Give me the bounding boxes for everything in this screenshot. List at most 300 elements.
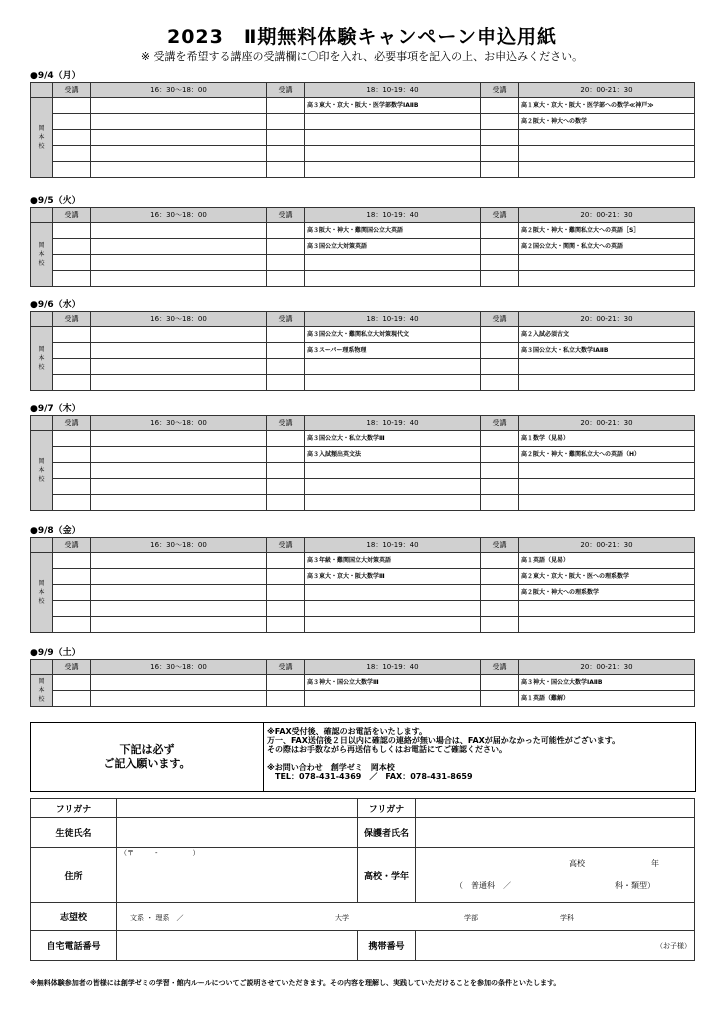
course-cell <box>91 601 267 617</box>
check-cell[interactable] <box>53 431 91 447</box>
course-cell <box>91 146 267 162</box>
course-cell: 高１英語（難解） <box>519 691 695 707</box>
table-row <box>31 343 695 359</box>
check-header: 受講 <box>481 83 519 98</box>
check-cell[interactable] <box>481 479 519 495</box>
guardian-furigana-field[interactable] <box>416 799 695 818</box>
course-cell <box>305 114 481 130</box>
check-header: 受講 <box>53 416 91 431</box>
day-date: ●9/4（月） <box>30 71 81 81</box>
student-name-label: 生徒氏名 <box>31 818 117 848</box>
course-cell <box>519 617 695 633</box>
mobile-label: 携帯番号 <box>358 931 416 961</box>
check-cell[interactable] <box>53 495 91 511</box>
campus-char: 校 <box>38 696 45 703</box>
course-cell: 高２阪大・神大・難関私立大への英語（H） <box>519 447 695 463</box>
notice-phone: TEL：078-431-4369 ／ FAX：078-431-8659 <box>267 772 473 781</box>
footer-note: ※無料体験参加者の皆様には創学ゼミの学習・館内ルールについてご説明させていただきます。その内容を理解し、実践していただけることを参加の条件といたします。 <box>30 979 561 987</box>
check-header: 受講 <box>53 660 91 675</box>
notice-line: ※FAX受付後、確認のお電話をいたします。 <box>267 727 428 736</box>
check-cell[interactable] <box>481 162 519 178</box>
check-cell[interactable] <box>481 359 519 375</box>
course-cell <box>91 431 267 447</box>
table-row <box>31 479 695 495</box>
check-cell[interactable] <box>481 146 519 162</box>
address-field[interactable] <box>117 848 358 903</box>
table-row <box>31 675 695 691</box>
check-header: 受講 <box>267 660 305 675</box>
check-cell[interactable] <box>53 146 91 162</box>
check-header: 受講 <box>267 538 305 553</box>
day-block <box>30 404 694 511</box>
check-header: 受講 <box>481 538 519 553</box>
check-header: 受講 <box>481 660 519 675</box>
table-row <box>31 463 695 479</box>
check-cell[interactable] <box>481 691 519 707</box>
campus-char: 校 <box>38 260 45 267</box>
check-cell[interactable] <box>267 255 305 271</box>
applicant-form <box>30 798 695 961</box>
notice-contact: ※お問い合わせ 創学ゼミ 岡本校 <box>267 763 395 772</box>
schedule-table <box>30 311 695 391</box>
check-cell[interactable] <box>481 375 519 391</box>
check-cell[interactable] <box>267 98 305 114</box>
check-cell[interactable] <box>481 495 519 511</box>
course-cell: 高２国公立大・関関・私立大への英語 <box>519 239 695 255</box>
check-cell[interactable] <box>481 585 519 601</box>
slot2-header: 18：10-19：40 <box>305 312 481 327</box>
course-cell <box>305 463 481 479</box>
guardian-furigana-label: フリガナ <box>358 799 416 818</box>
check-cell[interactable] <box>481 601 519 617</box>
course-cell <box>91 569 267 585</box>
course-cell: 高１数学（見易） <box>519 431 695 447</box>
course-cell: 高３東大・京大・阪大数学Ⅲ <box>305 569 481 585</box>
notice-box <box>30 722 696 792</box>
table-row <box>31 375 695 391</box>
campus-char: 校 <box>38 143 45 150</box>
campus-label <box>31 553 53 633</box>
day-block <box>30 648 694 707</box>
slot2-header: 18：10-19：40 <box>305 416 481 431</box>
day-block <box>30 71 694 178</box>
check-cell[interactable] <box>267 479 305 495</box>
course-cell <box>91 495 267 511</box>
campus-char: 岡 <box>38 242 45 249</box>
schedule-table <box>30 207 695 287</box>
page-title: 2023 Ⅱ期無料体験キャンペーン申込用紙 <box>166 26 558 48</box>
check-cell[interactable] <box>481 463 519 479</box>
slot1-header: 16：30～18：00 <box>91 312 267 327</box>
table-row <box>31 223 695 239</box>
course-cell <box>305 255 481 271</box>
notice-required-line2: ご記入願います。 <box>103 757 191 770</box>
course-cell <box>305 130 481 146</box>
slot1-header: 16：30～18：00 <box>91 538 267 553</box>
course-cell <box>305 691 481 707</box>
table-row <box>31 271 695 287</box>
notice-line <box>267 754 693 763</box>
table-row <box>31 601 695 617</box>
course-cell: 高１東大・京大・阪大・医学部への数学≪神戸≫ <box>519 98 695 114</box>
course-cell <box>519 375 695 391</box>
check-cell[interactable] <box>53 271 91 287</box>
course-cell <box>91 585 267 601</box>
course-cell: 高３年級・難関国立大対策英語 <box>305 553 481 569</box>
course-cell: 高２阪大・神大への数学 <box>519 114 695 130</box>
gakka-text: 学科 <box>560 913 574 922</box>
check-cell[interactable] <box>53 98 91 114</box>
check-cell[interactable] <box>53 691 91 707</box>
campus-char: 本 <box>38 134 45 141</box>
check-cell[interactable] <box>267 447 305 463</box>
table-row <box>31 569 695 585</box>
notice-info <box>267 727 693 781</box>
slot3-header: 20：00-21：30 <box>519 208 695 223</box>
slot2-header: 18：10-19：40 <box>305 660 481 675</box>
day-date: ●9/6（水） <box>30 300 81 310</box>
table-row <box>31 327 695 343</box>
course-cell <box>305 162 481 178</box>
school-grade-field[interactable] <box>416 848 695 903</box>
check-header: 受講 <box>481 312 519 327</box>
slot1-header: 16：30～18：00 <box>91 660 267 675</box>
campus-label <box>31 327 53 391</box>
course-cell <box>91 463 267 479</box>
check-cell[interactable] <box>53 675 91 691</box>
slot1-header: 16：30～18：00 <box>91 208 267 223</box>
campus-char: 岡 <box>38 458 45 465</box>
course-cell <box>91 359 267 375</box>
day-date: ●9/5（火） <box>30 196 81 206</box>
check-cell[interactable] <box>53 114 91 130</box>
koukou-text: 高校 <box>569 859 585 868</box>
course-cell <box>519 255 695 271</box>
campus-char: 岡 <box>38 125 45 132</box>
course-cell <box>91 617 267 633</box>
check-cell[interactable] <box>53 255 91 271</box>
campus-char: 校 <box>38 476 45 483</box>
check-cell[interactable] <box>267 617 305 633</box>
check-cell[interactable] <box>267 271 305 287</box>
course-cell <box>91 327 267 343</box>
day-block <box>30 526 694 633</box>
check-cell[interactable] <box>267 130 305 146</box>
course-cell: 高３国公立大・私立大数学Ⅲ <box>305 431 481 447</box>
day-date: ●9/7（木） <box>30 404 81 414</box>
check-cell[interactable] <box>267 223 305 239</box>
check-cell[interactable] <box>481 675 519 691</box>
course-cell <box>305 585 481 601</box>
slot2-header: 18：10-19：40 <box>305 208 481 223</box>
check-cell[interactable] <box>267 431 305 447</box>
check-cell[interactable] <box>53 601 91 617</box>
day-block <box>30 196 694 287</box>
course-cell: 高３国公立大対策英語 <box>305 239 481 255</box>
check-cell[interactable] <box>481 617 519 633</box>
course-cell: 高２入試必須古文 <box>519 327 695 343</box>
notice-required <box>31 723 264 791</box>
check-header: 受講 <box>481 208 519 223</box>
course-cell <box>91 271 267 287</box>
check-cell[interactable] <box>53 375 91 391</box>
course-cell <box>91 553 267 569</box>
home-phone-field[interactable] <box>117 931 358 961</box>
header-corner <box>31 416 53 431</box>
course-cell <box>519 601 695 617</box>
check-header: 受講 <box>481 416 519 431</box>
course-cell: 高３神大・国公立大数学Ⅲ <box>305 675 481 691</box>
shibou-field[interactable] <box>117 903 695 931</box>
course-cell: 高３神大・国公立大数学ⅠAⅡB <box>519 675 695 691</box>
campus-char: 本 <box>38 687 45 694</box>
check-cell[interactable] <box>267 114 305 130</box>
check-header: 受講 <box>267 416 305 431</box>
course-cell <box>519 479 695 495</box>
course-cell: 高３入試頻出英文法 <box>305 447 481 463</box>
check-cell[interactable] <box>53 239 91 255</box>
check-cell[interactable] <box>53 327 91 343</box>
notice-line: 万一、FAX送信後２日以内に確認の連絡が無い場合は、FAXが届かなかった可能性がございます。 <box>267 736 621 745</box>
check-header: 受講 <box>267 312 305 327</box>
ka-text: 科・類型） <box>615 881 655 890</box>
check-cell[interactable] <box>481 255 519 271</box>
furigana-label: フリガナ <box>31 799 117 818</box>
course-cell <box>91 223 267 239</box>
campus-char: 校 <box>38 598 45 605</box>
check-cell[interactable] <box>267 585 305 601</box>
check-cell[interactable] <box>267 553 305 569</box>
table-row <box>31 130 695 146</box>
course-cell <box>91 479 267 495</box>
course-cell <box>519 162 695 178</box>
course-cell <box>91 343 267 359</box>
check-cell[interactable] <box>267 162 305 178</box>
notice-required-line1: 下記は必ず <box>119 743 175 756</box>
course-cell: 高２阪大・神大への理系数学 <box>519 585 695 601</box>
table-row <box>31 585 695 601</box>
table-row <box>31 691 695 707</box>
course-cell: 高３阪大・神大・難関国公立大英語 <box>305 223 481 239</box>
slot3-header: 20：00-21：30 <box>519 538 695 553</box>
course-cell <box>91 98 267 114</box>
check-cell[interactable] <box>267 327 305 343</box>
check-cell[interactable] <box>267 691 305 707</box>
course-cell <box>519 271 695 287</box>
course-cell: 高３東大・京大・阪大・医学部数学ⅠAⅡB <box>305 98 481 114</box>
campus-label <box>31 675 53 707</box>
guardian-name-label: 保護者氏名 <box>358 818 416 848</box>
daigaku-text: 大学 <box>335 913 349 922</box>
course-cell <box>305 146 481 162</box>
course-cell <box>91 114 267 130</box>
course-cell: 高３国公立大・私立大数学ⅠAⅡB <box>519 343 695 359</box>
course-cell <box>519 130 695 146</box>
address-label: 住所 <box>31 848 117 903</box>
slot3-header: 20：00-21：30 <box>519 312 695 327</box>
check-cell[interactable] <box>267 601 305 617</box>
header-corner <box>31 312 53 327</box>
school-grade-label: 高校・学年 <box>358 848 416 903</box>
course-cell <box>519 359 695 375</box>
page-subtitle: ※ 受講を希望する講座の受講欄に〇印を入れ、必要事項を記入の上、お申込みください。 <box>140 50 584 63</box>
check-cell[interactable] <box>53 569 91 585</box>
campus-char: 本 <box>38 251 45 258</box>
check-header: 受講 <box>53 208 91 223</box>
table-row <box>31 431 695 447</box>
table-row <box>31 239 695 255</box>
campus-char: 本 <box>38 355 45 362</box>
course-cell: 高２東大・京大・阪大・医への理系数学 <box>519 569 695 585</box>
check-header: 受講 <box>53 538 91 553</box>
slot1-header: 16：30～18：00 <box>91 83 267 98</box>
check-cell[interactable] <box>267 569 305 585</box>
check-cell[interactable] <box>53 223 91 239</box>
course-cell: 高１英語（見易） <box>519 553 695 569</box>
course-cell: 高２阪大・神大・難関私立大への英語［S］ <box>519 223 695 239</box>
course-cell <box>519 495 695 511</box>
campus-label <box>31 223 53 287</box>
check-cell[interactable] <box>267 495 305 511</box>
check-cell[interactable] <box>481 239 519 255</box>
course-cell <box>305 375 481 391</box>
gakubu-text: 学部 <box>464 913 478 922</box>
course-cell <box>91 239 267 255</box>
check-header: 受講 <box>267 208 305 223</box>
campus-char: 校 <box>38 364 45 371</box>
check-cell[interactable] <box>53 162 91 178</box>
table-row <box>31 447 695 463</box>
course-cell: 高３国公立大・難関私立大対策現代文 <box>305 327 481 343</box>
postal-code: （〒 - ） <box>120 849 200 857</box>
slot3-header: 20：00-21：30 <box>519 660 695 675</box>
course-cell <box>91 255 267 271</box>
slot3-header: 20：00-21：30 <box>519 83 695 98</box>
check-cell[interactable] <box>481 553 519 569</box>
campus-char: 本 <box>38 589 45 596</box>
course-cell <box>305 359 481 375</box>
header-corner <box>31 660 53 675</box>
check-header: 受講 <box>267 83 305 98</box>
check-cell[interactable] <box>481 98 519 114</box>
bunkei-text: 文系 ・ 理系 ／ <box>130 913 184 922</box>
check-header: 受講 <box>53 83 91 98</box>
schedule-table <box>30 82 695 178</box>
check-cell[interactable] <box>481 431 519 447</box>
table-row <box>31 495 695 511</box>
check-cell[interactable] <box>53 463 91 479</box>
futsuu-text: （ 普通科 ／ <box>455 881 511 890</box>
check-cell[interactable] <box>53 553 91 569</box>
table-row <box>31 98 695 114</box>
campus-label <box>31 431 53 511</box>
course-cell <box>305 617 481 633</box>
nen-text: 年 <box>651 859 659 868</box>
course-cell <box>305 479 481 495</box>
campus-char: 岡 <box>38 346 45 353</box>
course-cell <box>91 675 267 691</box>
shibou-label: 志望校 <box>31 903 117 931</box>
slot1-header: 16：30～18：00 <box>91 416 267 431</box>
check-cell[interactable] <box>53 617 91 633</box>
check-cell[interactable] <box>481 271 519 287</box>
check-cell[interactable] <box>267 375 305 391</box>
day-date: ●9/9（土） <box>30 648 81 658</box>
header-corner <box>31 538 53 553</box>
check-cell[interactable] <box>481 447 519 463</box>
table-row <box>31 162 695 178</box>
check-cell[interactable] <box>481 569 519 585</box>
check-cell[interactable] <box>267 675 305 691</box>
table-row <box>31 255 695 271</box>
check-cell[interactable] <box>53 479 91 495</box>
header-corner <box>31 83 53 98</box>
course-cell: 高３スーパー理系物理 <box>305 343 481 359</box>
check-header: 受講 <box>53 312 91 327</box>
table-row <box>31 146 695 162</box>
check-cell[interactable] <box>267 146 305 162</box>
check-cell[interactable] <box>53 343 91 359</box>
schedule-table <box>30 537 695 633</box>
student-name-field[interactable] <box>117 818 358 848</box>
home-phone-label: 自宅電話番号 <box>31 931 117 961</box>
course-cell <box>91 162 267 178</box>
slot3-header: 20：00-21：30 <box>519 416 695 431</box>
course-cell <box>519 463 695 479</box>
guardian-name-field[interactable] <box>416 818 695 848</box>
course-cell <box>91 130 267 146</box>
okosama-text: （お子様） <box>656 941 691 950</box>
course-cell <box>91 375 267 391</box>
schedule-table <box>30 415 695 511</box>
mobile-field[interactable] <box>416 931 695 961</box>
campus-char: 岡 <box>38 678 45 685</box>
check-cell[interactable] <box>267 343 305 359</box>
check-cell[interactable] <box>53 447 91 463</box>
check-cell[interactable] <box>481 343 519 359</box>
table-row <box>31 617 695 633</box>
check-cell[interactable] <box>481 114 519 130</box>
course-cell <box>91 691 267 707</box>
header-corner <box>31 208 53 223</box>
table-row <box>31 114 695 130</box>
check-cell[interactable] <box>267 463 305 479</box>
course-cell <box>91 447 267 463</box>
slot2-header: 18：10-19：40 <box>305 83 481 98</box>
table-row <box>31 359 695 375</box>
schedule-table <box>30 659 695 707</box>
notice-line: その際はお手数ながら再送信もしくはお電話にてご確認ください。 <box>267 745 507 754</box>
check-cell[interactable] <box>267 239 305 255</box>
course-cell <box>305 495 481 511</box>
campus-char: 本 <box>38 467 45 474</box>
course-cell <box>305 271 481 287</box>
check-cell[interactable] <box>481 223 519 239</box>
slot2-header: 18：10-19：40 <box>305 538 481 553</box>
check-cell[interactable] <box>53 585 91 601</box>
course-cell <box>519 146 695 162</box>
check-cell[interactable] <box>481 130 519 146</box>
campus-char: 岡 <box>38 580 45 587</box>
check-cell[interactable] <box>481 327 519 343</box>
check-cell[interactable] <box>267 359 305 375</box>
student-furigana-field[interactable] <box>117 799 358 818</box>
day-block <box>30 300 694 391</box>
check-cell[interactable] <box>53 359 91 375</box>
day-date: ●9/8（金） <box>30 526 81 536</box>
check-cell[interactable] <box>53 130 91 146</box>
campus-label <box>31 98 53 178</box>
